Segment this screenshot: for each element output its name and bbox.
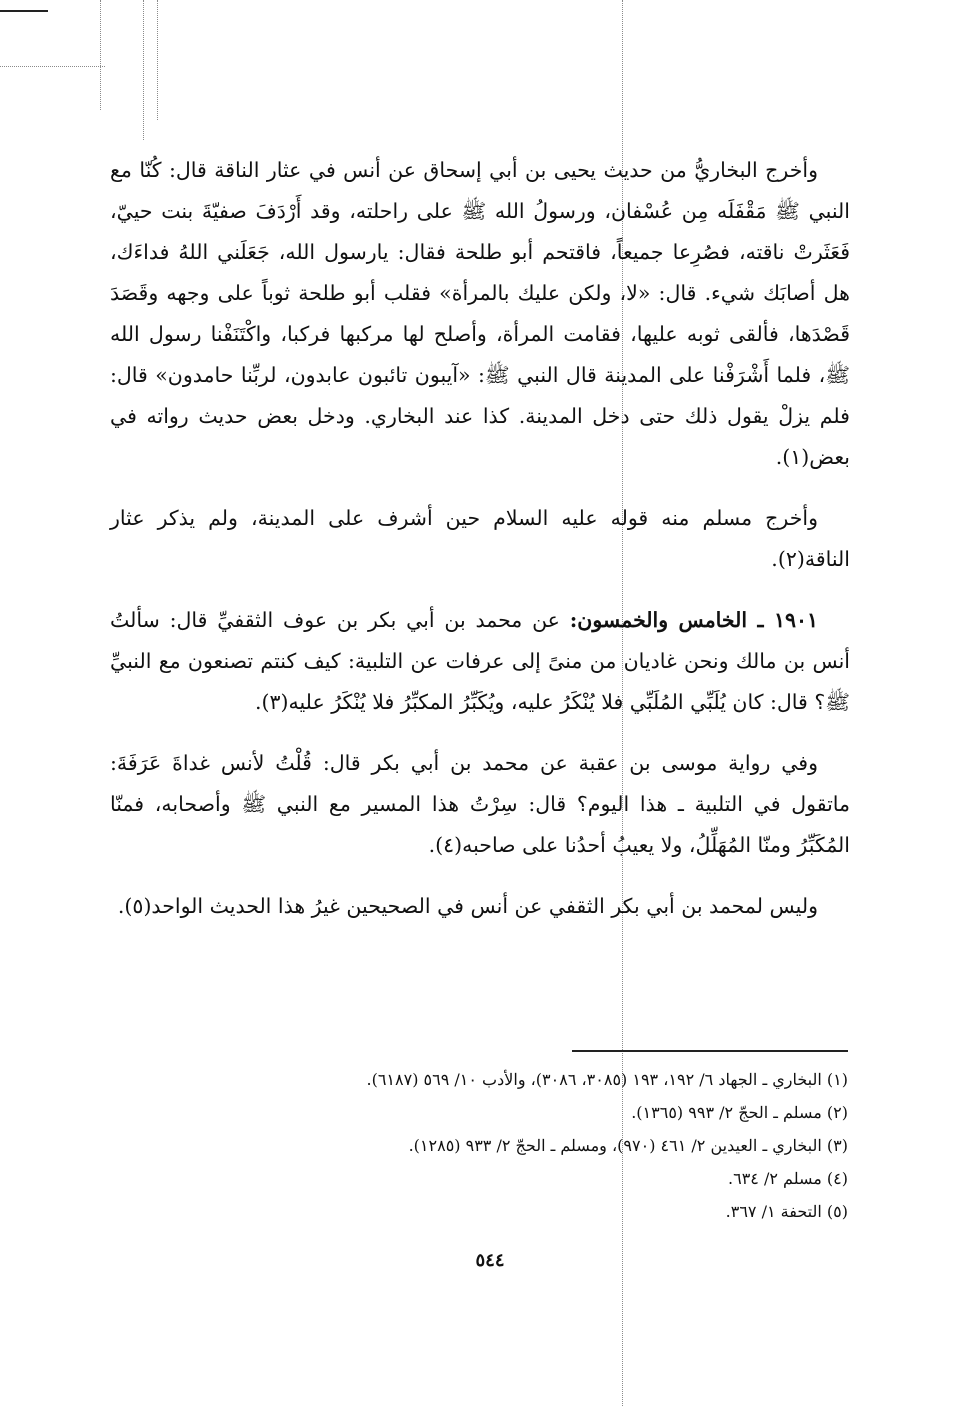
paragraph-closing: وليس لمحمد بن أبي بكر الثقفي عن أنس في الصحيحين غيرُ هذا الحديث الواحد(٥). <box>117 894 818 918</box>
paragraph-hadith-bukhari: وأخرج البخاريُّ من حديث يحيى بن أبي إسحاق عن أنس في عثار الناقة قال: كُنّا مع النبي ﷺ مَقْفَلَه مِن عُسْفان، ورسولُ الله ﷺ على راحلته، وقد أَرْدَفَ صفيّةَ بنت حييّ، فَعَثَرتْ ناقته، فصُرِعا جميعاً، فاقتحم أبو طلحة فقال: يارسول الله، جَعَلَني اللهُ فداءَك، هل أصابَك شيء. قال: «لا، ولكن عليك بالمرأة» فقلب أبو طلحة ثوباً على وجهه وقَصَدَ قَصْدَها، فألقى ثوبه عليها، فقامت المرأة، وأصلح لها مركبها فركبا، واكْتَنَفْنا رسول الله ﷺ، فلما أَشْرَفْنا على المدينة قال النبي ﷺ: «آيبون تائبون عابدون، لربِّنا حامدون» قال: فلم يزلْ يقول ذلك حتى دخل المدينة. كذا عند البخاري. ودخل بعض حديث رواته في بعض(١). <box>110 158 850 469</box>
paragraph-muslim-note: وأخرج مسلم منه قوله عليه السلام حين أشرف على المدينة، ولم يذكر عثار الناقة(٢). <box>110 506 850 571</box>
scan-guide-line <box>143 0 144 140</box>
scan-guide-line <box>100 0 101 110</box>
footnote-5: (٥) التحفة ١/ ٣٦٧. <box>725 1202 848 1221</box>
section-text: عن محمد بن أبي بكر بن عوف الثقفيِّ قال: سألتُ أنس بن مالك ونحن غاديان من منىً إلى عرفات عن التلبية: كيف كنتم تصنعون مع النبيِّ ﷺ؟ قال: كان يُلَبِّي المُلَبِّي فلا يُنْكَرُ عليه، ويُكَبِّرُ المكبِّرُ فلا يُنْكَرُ عليه(٣). <box>110 608 850 714</box>
scan-guide-line <box>157 0 158 120</box>
footnote-1: (١) البخاري ـ الجهاد ٦/ ١٩٢، ١٩٣ (٣٠٨٥، ٣٠٨٦)، والأدب ١٠/ ٥٦٩ (٦١٨٧). <box>366 1070 848 1089</box>
paragraph-musa-riwaya: وفي رواية موسى بن عقبة عن محمد بن أبي بكر قال: قُلْتُ لأنس غداةَ عَرَفَةَ: ماتقول في التلبية ـ هذا اليوم؟ قال: سِرْتُ هذا المسير مع النبي ﷺ وأصحابه، فمنّا المُكَبِّرُ ومنّا المُهَلِّلُ، ولا يعيبُ أحدُنا على صاحبه(٤). <box>110 751 850 857</box>
corner-rule <box>0 10 48 12</box>
footnote-2: (٢) مسلم ـ الحجّ ٢/ ٩٩٣ (١٣٦٥). <box>631 1103 848 1122</box>
section-heading: ١٩٠١ ـ الخامس والخمسون: <box>569 608 818 632</box>
scan-guide-line <box>0 66 105 67</box>
footnotes <box>230 1063 848 1228</box>
page-body <box>110 150 850 947</box>
page-number: ٥٤٤ <box>475 1250 505 1271</box>
footnote-4: (٤) مسلم ٢/ ٦٣٤. <box>728 1169 848 1188</box>
footnote-divider <box>572 1050 848 1052</box>
footnote-3: (٣) البخاري ـ العيدين ٢/ ٤٦١ (٩٧٠)، ومسلم ـ الحجّ ٢/ ٩٣٣ (١٢٨٥). <box>408 1136 848 1155</box>
section-1901 <box>110 600 850 723</box>
